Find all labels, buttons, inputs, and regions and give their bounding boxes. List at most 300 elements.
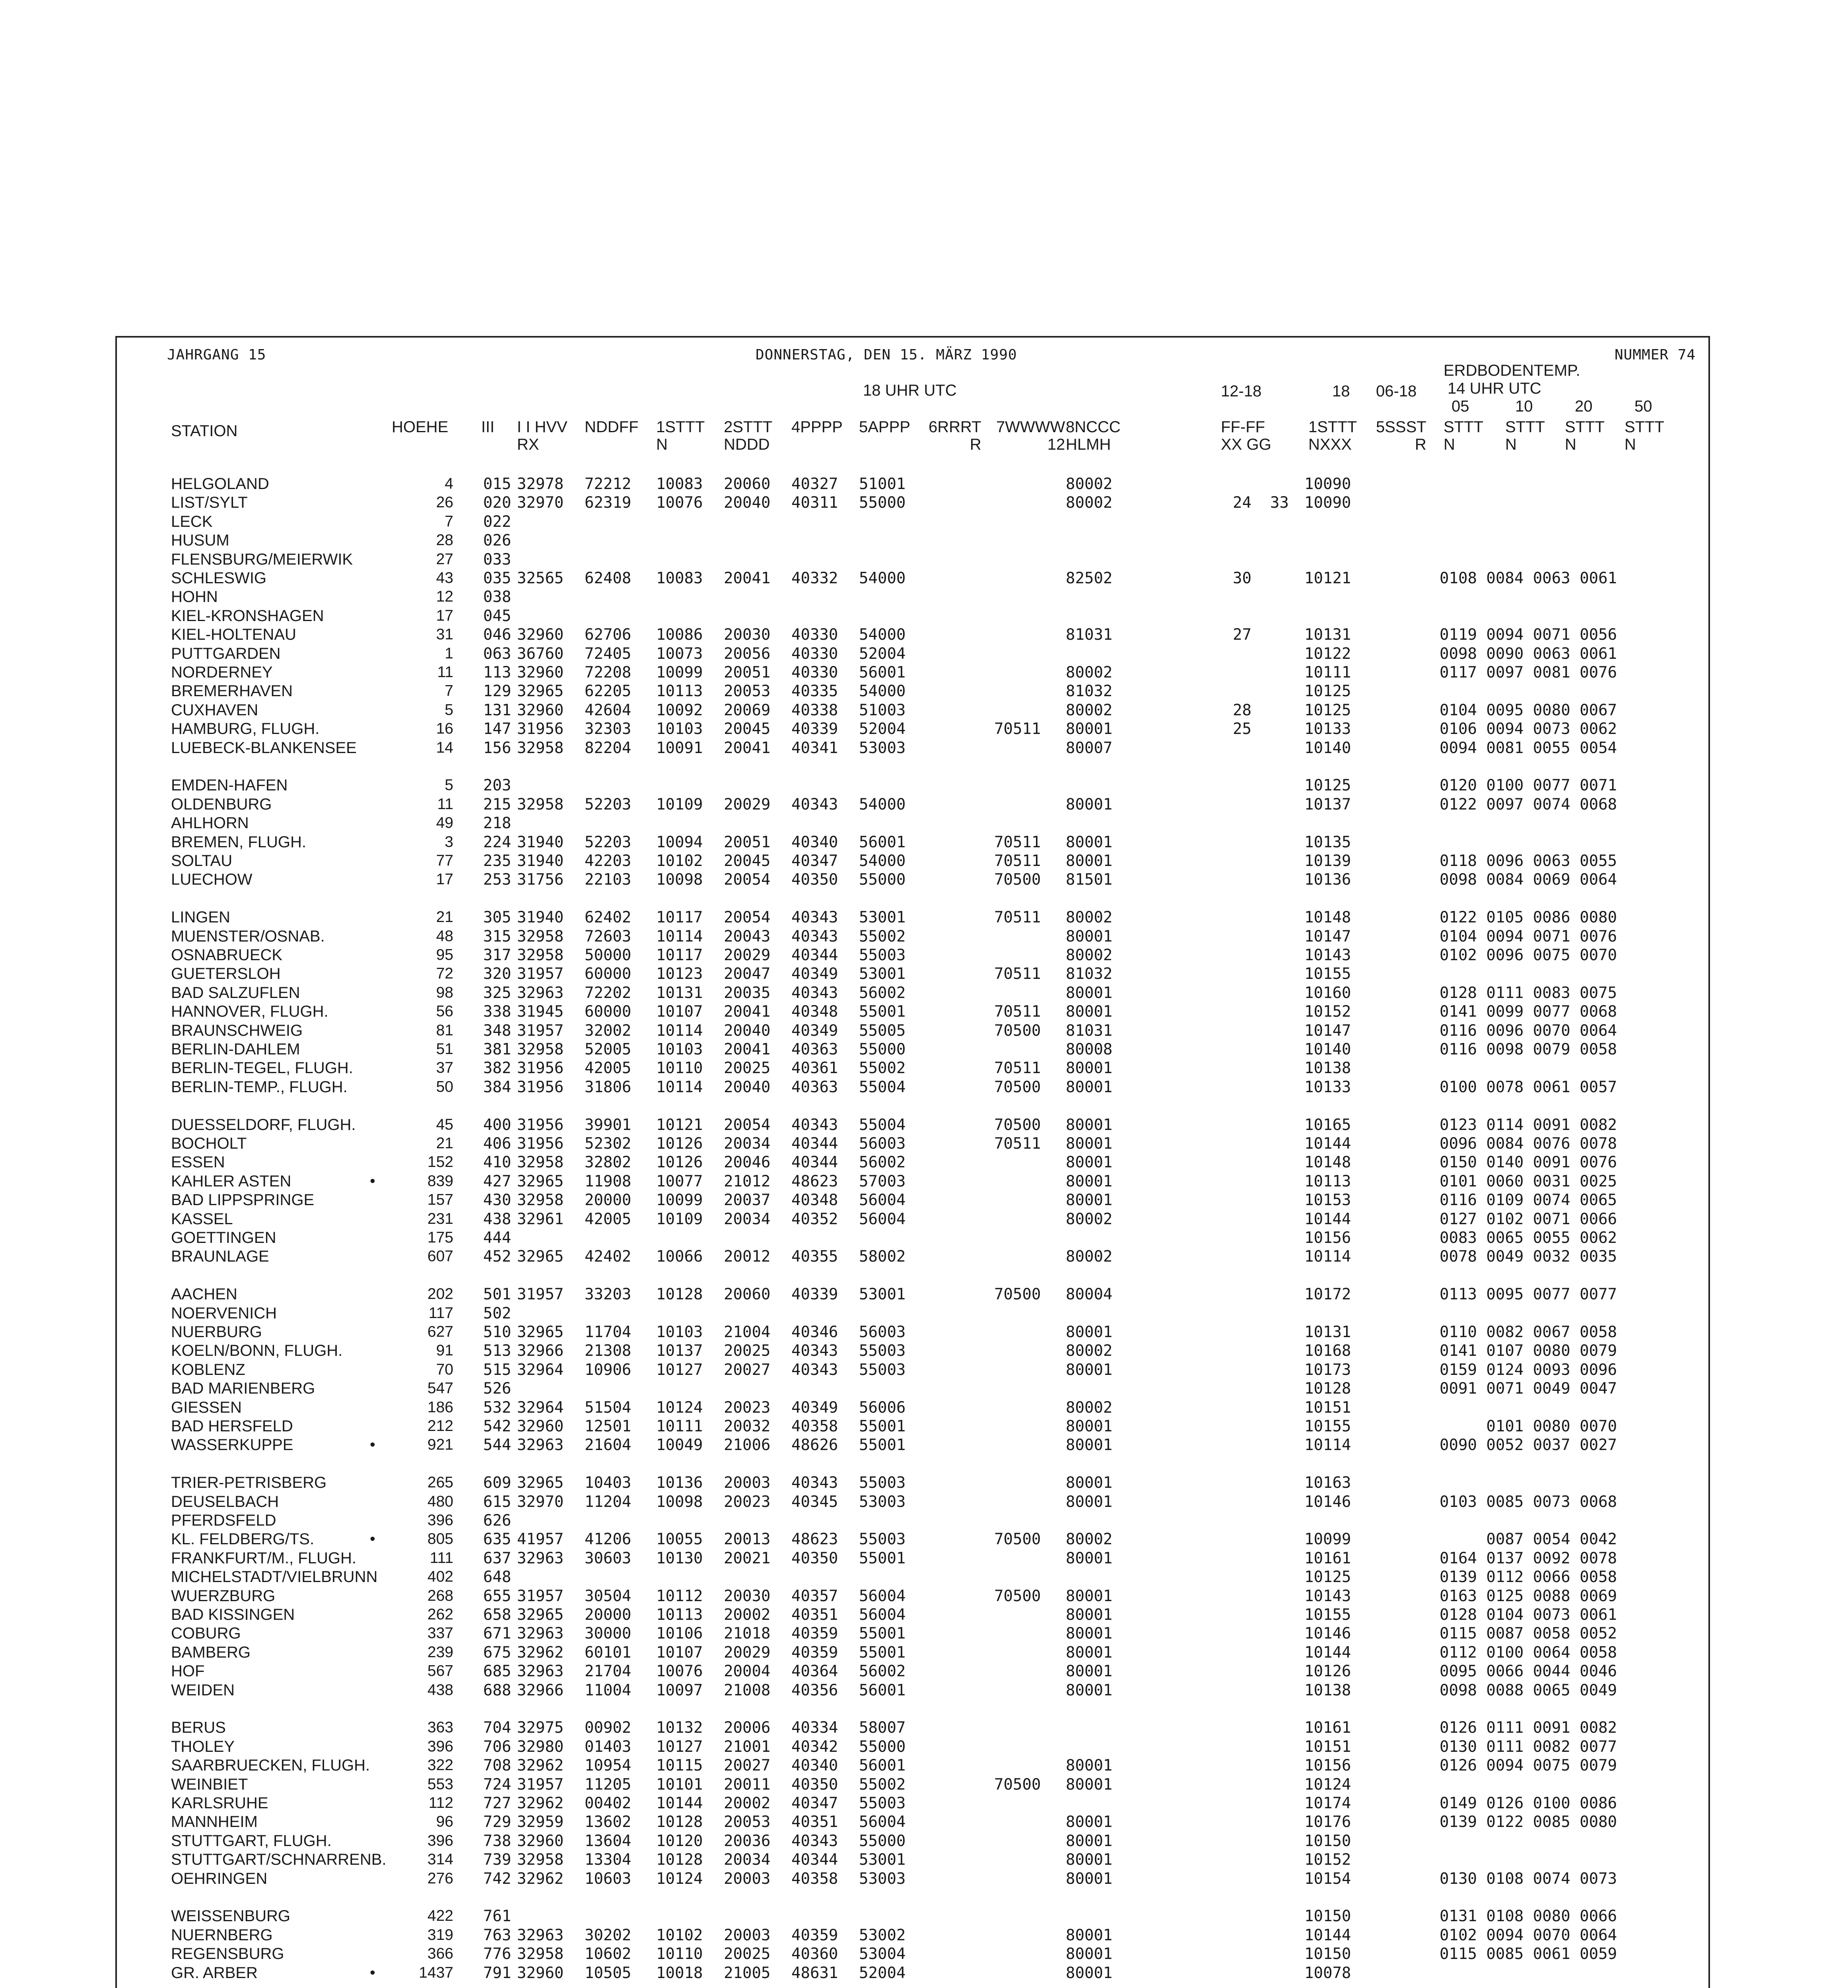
group-4pppp: 40347: [791, 1794, 838, 1812]
group-ihvv: 32966: [517, 1342, 564, 1360]
group-8nccc: 80001: [1066, 1417, 1113, 1435]
group-8nccc: 80001: [1066, 1964, 1113, 1982]
index-number: 430: [483, 1191, 511, 1209]
index-number: 501: [483, 1285, 511, 1304]
soil-temps: 0120 0100 0077 0071: [1440, 777, 1617, 795]
group-5appp: 55001: [859, 1417, 906, 1435]
soil-temps: 0117 0097 0081 0076: [1440, 664, 1617, 681]
group-2sttt: 20011: [724, 1775, 771, 1794]
max-temp: 10143: [1304, 946, 1351, 964]
group-7wwww: 70511: [994, 965, 1041, 983]
group-4pppp: 40347: [791, 852, 838, 870]
soil-temps: 0139 0122 0085 0080: [1440, 1813, 1617, 1831]
station-height: 1: [445, 645, 453, 662]
group-5appp: 56003: [859, 1135, 906, 1153]
max-temp: 10160: [1304, 984, 1351, 1002]
group-ihvv: 31956: [517, 1078, 564, 1096]
group-8nccc: 80001: [1066, 1757, 1113, 1775]
group-8nccc: 81032: [1066, 965, 1113, 983]
soil-temps: 0122 0097 0074 0068: [1440, 795, 1617, 813]
max-temp: 10090: [1304, 475, 1351, 493]
group-1sttt: 10131: [656, 984, 703, 1002]
group-4pppp: 40341: [791, 739, 838, 757]
group-8nccc: 80001: [1066, 795, 1113, 813]
group-ihvv: 32980: [517, 1738, 564, 1756]
max-temp: 10173: [1304, 1361, 1351, 1379]
group-2sttt: 20045: [724, 852, 771, 870]
group-8nccc: 82502: [1066, 569, 1113, 587]
group-4pppp: 48631: [791, 1964, 838, 1982]
group-1sttt: 10127: [656, 1361, 703, 1379]
group-7wwww: 70500: [994, 1587, 1041, 1605]
group-5appp: 55003: [859, 946, 906, 964]
group-nddff: 42203: [585, 852, 632, 870]
group-4pppp: 40334: [791, 1719, 838, 1737]
group-7wwww: 70500: [994, 1530, 1041, 1549]
group-1sttt: 10113: [656, 682, 703, 701]
index-number: 033: [483, 550, 511, 569]
soil-temps: 0141 0099 0077 0068: [1440, 1003, 1617, 1021]
group-4pppp: 40311: [791, 494, 838, 512]
group-ihvv: 32959: [517, 1813, 564, 1831]
group-5appp: 55005: [859, 1021, 906, 1040]
group-nddff: 42005: [585, 1059, 632, 1077]
group-nddff: 62205: [585, 682, 632, 701]
index-number: 655: [483, 1587, 511, 1605]
station-height: 268: [427, 1587, 453, 1604]
group-2sttt: 20047: [724, 965, 771, 983]
soil-temps: 0159 0124 0093 0096: [1440, 1361, 1617, 1379]
station-height: 96: [436, 1813, 453, 1831]
soil-temps: 0127 0102 0071 0066: [1440, 1210, 1617, 1228]
group-ihvv: 31956: [517, 1116, 564, 1134]
group-1sttt: 10117: [656, 946, 703, 964]
volume-label: JAHRGANG 15: [167, 347, 266, 363]
group-ihvv: 31956: [517, 1135, 564, 1153]
max-temp: 10143: [1304, 1587, 1351, 1605]
index-number: 325: [483, 984, 511, 1002]
max-temp: 10133: [1304, 1078, 1351, 1096]
station-height: 1437: [419, 1964, 453, 1981]
max-temp: 10139: [1304, 852, 1351, 870]
index-number: 502: [483, 1304, 511, 1322]
mountain-station-marker: •: [370, 1530, 375, 1548]
group-5appp: 52004: [859, 1964, 906, 1982]
group-2sttt: 20054: [724, 909, 771, 927]
group-5appp: 58007: [859, 1719, 906, 1737]
group-4pppp: 40348: [791, 1003, 838, 1021]
soil-time-heading: 14 UHR UTC: [1448, 380, 1541, 397]
max-temp: 10172: [1304, 1285, 1351, 1304]
station-height: 81: [436, 1021, 453, 1039]
group-ihvv: 32965: [517, 1172, 564, 1190]
group-8nccc: 80002: [1066, 1398, 1113, 1417]
wind-gust: 28: [1233, 701, 1251, 719]
group-7wwww: 70511: [994, 833, 1041, 851]
group-1sttt: 10055: [656, 1530, 703, 1549]
group-5appp: 57003: [859, 1172, 906, 1190]
col-depth-05: 05: [1452, 398, 1469, 415]
group-nddff: 10602: [585, 1945, 632, 1963]
max-temp: 10138: [1304, 1059, 1351, 1077]
group-5appp: 55003: [859, 1342, 906, 1360]
group-8nccc: 80001: [1066, 1135, 1113, 1153]
index-number: 235: [483, 852, 511, 870]
group-ihvv: 32958: [517, 795, 564, 813]
group-5appp: 53003: [859, 739, 906, 757]
station-name: NUERBURG: [171, 1323, 262, 1341]
group-nddff: 52203: [585, 833, 632, 851]
group-8nccc: 81031: [1066, 626, 1113, 644]
col-5appp: 5APPP: [859, 418, 910, 436]
station-name: BERLIN-DAHLEM: [171, 1041, 300, 1058]
station-name: MANNHEIM: [171, 1813, 258, 1831]
station-name: BERUS: [171, 1719, 226, 1737]
max-temp: 10161: [1304, 1719, 1351, 1737]
group-1sttt: 10111: [656, 1417, 703, 1435]
station-height: 921: [427, 1436, 453, 1454]
station-height: 276: [427, 1870, 453, 1887]
max-temp: 10174: [1304, 1794, 1351, 1812]
group-ihvv: 32960: [517, 701, 564, 719]
station-height: 567: [427, 1662, 453, 1680]
group-ihvv: 31756: [517, 871, 564, 889]
index-number: 615: [483, 1493, 511, 1511]
max-temp: 10144: [1304, 1643, 1351, 1662]
group-1sttt: 10127: [656, 1738, 703, 1756]
group-4pppp: 40345: [791, 1493, 838, 1511]
mountain-station-marker: •: [370, 1172, 375, 1190]
group-1sttt: 10066: [656, 1248, 703, 1266]
group-5appp: 55003: [859, 1794, 906, 1812]
max-temp: 10150: [1304, 1832, 1351, 1850]
group-nddff: 10603: [585, 1870, 632, 1888]
group-ihvv: 32963: [517, 1549, 564, 1567]
soil-temp-heading: ERDBODENTEMP.: [1444, 362, 1580, 379]
soil-temps: 0098 0090 0063 0061: [1440, 645, 1617, 663]
group-4pppp: 40330: [791, 626, 838, 644]
index-number: 452: [483, 1248, 511, 1266]
group-nddff: 62319: [585, 494, 632, 512]
group-1sttt: 10117: [656, 909, 703, 927]
group-5appp: 56002: [859, 1153, 906, 1172]
station-height: 157: [427, 1191, 453, 1209]
group-8nccc: 80001: [1066, 1172, 1113, 1190]
group-5appp: 53004: [859, 1945, 906, 1963]
index-number: 113: [483, 664, 511, 681]
group-nddff: 13304: [585, 1851, 632, 1869]
soil-temps: 0126 0111 0091 0082: [1440, 1719, 1617, 1737]
group-4pppp: 40350: [791, 871, 838, 889]
group-1sttt: 10137: [656, 1342, 703, 1360]
index-number: 729: [483, 1813, 511, 1831]
group-7wwww: 70500: [994, 1116, 1041, 1134]
col-soil-05: STTT N: [1444, 418, 1483, 453]
group-ihvv: 31957: [517, 1021, 564, 1040]
group-nddff: 10505: [585, 1964, 632, 1982]
group-8nccc: 80001: [1066, 1643, 1113, 1662]
station-name: MUENSTER/OSNAB.: [171, 927, 325, 945]
group-2sttt: 20012: [724, 1248, 771, 1266]
max-temp: 10133: [1304, 720, 1351, 738]
station-height: 48: [436, 927, 453, 945]
soil-temps: 0119 0094 0071 0056: [1440, 626, 1617, 644]
group-nddff: 72405: [585, 645, 632, 663]
group-8nccc: 81032: [1066, 682, 1113, 701]
soil-temps: 0108 0084 0063 0061: [1440, 569, 1617, 587]
group-1sttt: 10076: [656, 494, 703, 512]
col-soil-20: STTT N: [1565, 418, 1605, 453]
station-name: BERLIN-TEGEL, FLUGH.: [171, 1059, 353, 1077]
station-height: 7: [445, 513, 453, 530]
station-name: HANNOVER, FLUGH.: [171, 1003, 328, 1021]
group-4pppp: 40351: [791, 1606, 838, 1624]
station-height: 396: [427, 1512, 453, 1529]
soil-temps: 0091 0071 0049 0047: [1440, 1380, 1617, 1398]
station-height: 77: [436, 852, 453, 869]
station-name: SAARBRUECKEN, FLUGH.: [171, 1757, 370, 1774]
col-6rrrt: 6RRRT R: [929, 418, 981, 453]
group-4pppp: 40342: [791, 1738, 838, 1756]
index-number: 739: [483, 1851, 511, 1869]
max-temp: 10140: [1304, 739, 1351, 757]
group-2sttt: 21018: [724, 1625, 771, 1643]
station-height: 16: [436, 720, 453, 738]
group-2sttt: 20006: [724, 1719, 771, 1737]
group-4pppp: 40343: [791, 1832, 838, 1850]
group-2sttt: 20060: [724, 475, 771, 493]
group-1sttt: 10107: [656, 1003, 703, 1021]
group-2sttt: 20041: [724, 739, 771, 757]
index-number: 384: [483, 1078, 511, 1096]
index-number: 382: [483, 1059, 511, 1077]
group-8nccc: 80001: [1066, 1775, 1113, 1794]
group-5appp: 56002: [859, 1662, 906, 1681]
wind-gust: 24 33: [1233, 494, 1289, 512]
soil-temps: 0110 0082 0067 0058: [1440, 1323, 1617, 1341]
station-name: BREMEN, FLUGH.: [171, 833, 307, 851]
group-5appp: 56006: [859, 1398, 906, 1417]
group-1sttt: 10094: [656, 833, 703, 851]
max-temp: 10128: [1304, 1380, 1351, 1398]
group-ihvv: 32970: [517, 1493, 564, 1511]
group-ihvv: 32965: [517, 1474, 564, 1492]
index-number: 156: [483, 739, 511, 757]
station-height: 480: [427, 1493, 453, 1510]
group-5appp: 55001: [859, 1003, 906, 1021]
index-number: 215: [483, 795, 511, 813]
group-ihvv: 32961: [517, 1210, 564, 1228]
group-4pppp: 40344: [791, 946, 838, 964]
max-temp: 10146: [1304, 1493, 1351, 1511]
group-nddff: 33203: [585, 1285, 632, 1304]
soil-temps: 0130 0111 0082 0077: [1440, 1738, 1617, 1756]
group-nddff: 00402: [585, 1794, 632, 1812]
group-1sttt: 10109: [656, 795, 703, 813]
group-1sttt: 10018: [656, 1964, 703, 1982]
index-number: 742: [483, 1870, 511, 1888]
group-nddff: 11204: [585, 1493, 632, 1511]
max-temp: 10153: [1304, 1191, 1351, 1209]
group-2sttt: 20002: [724, 1794, 771, 1812]
group-4pppp: 40344: [791, 1135, 838, 1153]
group-4pppp: 48626: [791, 1436, 838, 1454]
soil-temps: 0104 0095 0080 0067: [1440, 701, 1617, 719]
group-nddff: 42005: [585, 1210, 632, 1228]
soil-temps: 0101 0060 0031 0025: [1440, 1172, 1617, 1190]
group-8nccc: 80001: [1066, 1681, 1113, 1699]
station-name: PUTTGARDEN: [171, 645, 281, 662]
soil-temps: 0095 0066 0044 0046: [1440, 1662, 1617, 1681]
group-5appp: 54000: [859, 852, 906, 870]
max-temp: 10144: [1304, 1926, 1351, 1944]
group-nddff: 60101: [585, 1643, 632, 1662]
group-4pppp: 40330: [791, 664, 838, 681]
group-5appp: 55001: [859, 1643, 906, 1662]
group-5appp: 52004: [859, 645, 906, 663]
station-name: HOF: [171, 1662, 205, 1680]
group-5appp: 56004: [859, 1606, 906, 1624]
group-2sttt: 21006: [724, 1436, 771, 1454]
station-height: 4: [445, 475, 453, 492]
index-number: 020: [483, 494, 511, 512]
station-height: 51: [436, 1041, 453, 1058]
group-4pppp: 40359: [791, 1926, 838, 1944]
station-name: AACHEN: [171, 1285, 237, 1303]
group-8nccc: 80001: [1066, 1003, 1113, 1021]
group-1sttt: 10124: [656, 1398, 703, 1417]
station-name: DUESSELDORF, FLUGH.: [171, 1116, 356, 1134]
group-4pppp: 40359: [791, 1625, 838, 1643]
group-2sttt: 20041: [724, 1003, 771, 1021]
group-2sttt: 20004: [724, 1662, 771, 1681]
group-ihvv: 32970: [517, 494, 564, 512]
max-temp: 10147: [1304, 927, 1351, 945]
group-4pppp: 40349: [791, 965, 838, 983]
soil-temps: 0100 0078 0061 0057: [1440, 1078, 1617, 1096]
col-ff-period: 12-18: [1221, 382, 1262, 400]
group-4pppp: 40357: [791, 1587, 838, 1605]
col-1sttt: 1STTT N: [656, 418, 705, 453]
max-temp: 10155: [1304, 1606, 1351, 1624]
group-5appp: 54000: [859, 626, 906, 644]
group-4pppp: 40352: [791, 1210, 838, 1228]
group-1sttt: 10128: [656, 1851, 703, 1869]
soil-temps: 0116 0098 0079 0058: [1440, 1041, 1617, 1058]
group-4pppp: 40349: [791, 1021, 838, 1040]
col-soil-50: STTT N: [1625, 418, 1664, 453]
station-name: WUERZBURG: [171, 1587, 276, 1605]
max-temp: 10124: [1304, 1775, 1351, 1794]
group-1sttt: 10099: [656, 664, 703, 681]
group-5appp: 55001: [859, 1625, 906, 1643]
group-2sttt: 20030: [724, 626, 771, 644]
group-8nccc: 80002: [1066, 1248, 1113, 1266]
group-2sttt: 20053: [724, 1813, 771, 1831]
group-nddff: 62706: [585, 626, 632, 644]
group-nddff: 10906: [585, 1361, 632, 1379]
group-2sttt: 20013: [724, 1530, 771, 1549]
index-number: 658: [483, 1606, 511, 1624]
group-4pppp: 40344: [791, 1851, 838, 1869]
group-1sttt: 10113: [656, 1606, 703, 1624]
max-temp: 10154: [1304, 1870, 1351, 1888]
station-height: 7: [445, 682, 453, 700]
station-height: 98: [436, 984, 453, 1001]
group-ihvv: 31956: [517, 720, 564, 738]
group-5appp: 53003: [859, 1493, 906, 1511]
max-temp: 10152: [1304, 1003, 1351, 1021]
obs-time-heading: 18 UHR UTC: [863, 382, 957, 399]
group-1sttt: 10097: [656, 1681, 703, 1699]
station-name: COBURG: [171, 1625, 241, 1642]
station-name: WEISSENBURG: [171, 1907, 291, 1925]
group-4pppp: 40351: [791, 1813, 838, 1831]
group-4pppp: 40346: [791, 1323, 838, 1341]
group-5appp: 56001: [859, 1757, 906, 1775]
station-height: 37: [436, 1059, 453, 1077]
group-1sttt: 10086: [656, 626, 703, 644]
max-temp: 10161: [1304, 1549, 1351, 1567]
station-name: KOELN/BONN, FLUGH.: [171, 1342, 343, 1360]
max-temp: 10146: [1304, 1625, 1351, 1643]
index-number: 542: [483, 1417, 511, 1435]
group-4pppp: 40335: [791, 682, 838, 701]
group-2sttt: 20025: [724, 1945, 771, 1963]
group-8nccc: 80001: [1066, 1493, 1113, 1511]
station-height: 50: [436, 1078, 453, 1095]
group-nddff: 00902: [585, 1719, 632, 1737]
group-2sttt: 20041: [724, 569, 771, 587]
index-number: 635: [483, 1530, 511, 1549]
group-8nccc: 80001: [1066, 1191, 1113, 1209]
group-2sttt: 20046: [724, 1153, 771, 1172]
group-1sttt: 10102: [656, 852, 703, 870]
group-nddff: 42604: [585, 701, 632, 719]
group-2sttt: 20043: [724, 927, 771, 945]
group-8nccc: 80002: [1066, 1530, 1113, 1549]
group-5appp: 56003: [859, 1323, 906, 1341]
station-height: 14: [436, 739, 453, 756]
station-height: 11: [437, 664, 453, 681]
group-7wwww: 70511: [994, 852, 1041, 870]
index-number: 515: [483, 1361, 511, 1379]
station-height: 231: [427, 1210, 453, 1227]
group-nddff: 13602: [585, 1813, 632, 1831]
group-7wwww: 70511: [994, 720, 1041, 738]
group-2sttt: 20037: [724, 1191, 771, 1209]
group-nddff: 72208: [585, 664, 632, 681]
group-ihvv: 32960: [517, 1832, 564, 1850]
soil-temps: 0115 0085 0061 0059: [1440, 1945, 1617, 1963]
soil-temps: 0116 0096 0070 0064: [1440, 1021, 1617, 1040]
group-5appp: 55002: [859, 1775, 906, 1794]
station-name: HAMBURG, FLUGH.: [171, 720, 320, 738]
group-2sttt: 20051: [724, 664, 771, 681]
station-height: 3: [445, 833, 453, 850]
station-name: FRANKFURT/M., FLUGH.: [171, 1549, 356, 1567]
station-height: 438: [427, 1681, 453, 1699]
station-name: BRAUNSCHWEIG: [171, 1021, 303, 1039]
station-height: 17: [436, 607, 453, 624]
index-number: 544: [483, 1436, 511, 1454]
station-name: NUERNBERG: [171, 1926, 273, 1944]
group-8nccc: 80008: [1066, 1041, 1113, 1058]
group-1sttt: 10102: [656, 1926, 703, 1944]
station-name: DEUSELBACH: [171, 1493, 279, 1510]
group-7wwww: 70511: [994, 1135, 1041, 1153]
index-number: 410: [483, 1153, 511, 1172]
